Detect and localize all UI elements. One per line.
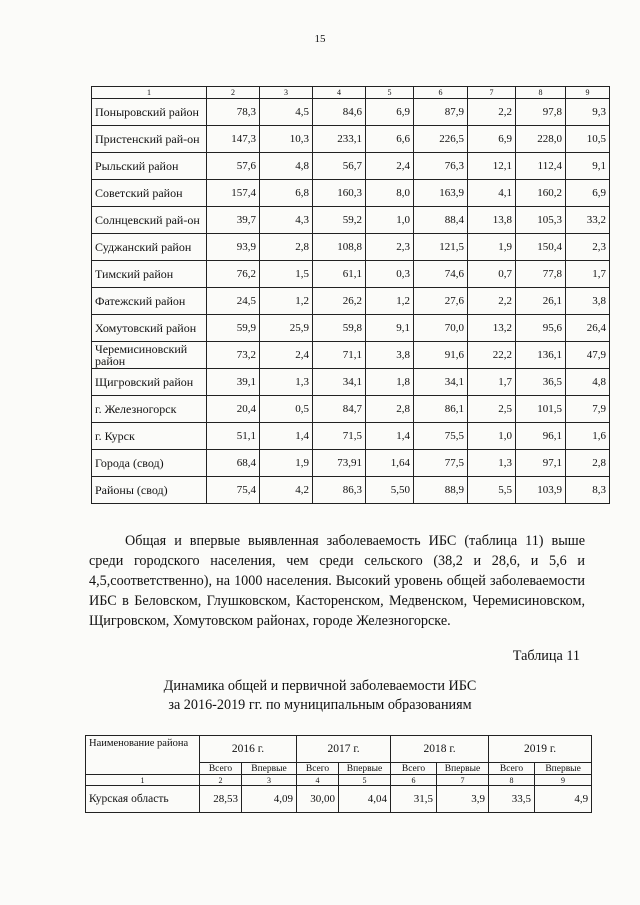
value-cell: 73,2 xyxy=(207,342,260,369)
value-cell: 4,1 xyxy=(468,180,516,207)
value-cell: 1,7 xyxy=(566,261,610,288)
value-cell: 8,3 xyxy=(566,477,610,504)
value-cell: 1,3 xyxy=(468,450,516,477)
column-index-cell: 5 xyxy=(339,775,391,786)
value-cell: 9,3 xyxy=(566,99,610,126)
value-cell: 1,2 xyxy=(260,288,313,315)
table-title-line-1: Динамика общей и первичной заболеваемости ИБС xyxy=(163,678,477,694)
value-cell: 2,8 xyxy=(366,396,414,423)
value-cell: 1,7 xyxy=(468,369,516,396)
table-row xyxy=(92,153,610,180)
value-cell: 56,7 xyxy=(313,153,366,180)
table-row xyxy=(92,234,610,261)
value-cell: 2,2 xyxy=(468,288,516,315)
value-cell: 2,3 xyxy=(366,234,414,261)
value-cell: 25,9 xyxy=(260,315,313,342)
subheader-total: Всего xyxy=(489,763,535,775)
column-index-cell: 3 xyxy=(260,87,313,99)
value-cell: 3,8 xyxy=(366,342,414,369)
column-index-cell: 7 xyxy=(437,775,489,786)
value-cell: 2,5 xyxy=(468,396,516,423)
value-cell: 13,2 xyxy=(468,315,516,342)
value-cell: 33,2 xyxy=(566,207,610,234)
value-cell: 150,4 xyxy=(516,234,566,261)
value-cell: 0,5 xyxy=(260,396,313,423)
value-cell: 59,8 xyxy=(313,315,366,342)
value-cell: 71,1 xyxy=(313,342,366,369)
column-index-cell: 1 xyxy=(92,87,207,99)
value-cell: 96,1 xyxy=(516,423,566,450)
value-cell: 88,4 xyxy=(414,207,468,234)
value-cell: 136,1 xyxy=(516,342,566,369)
value-cell: 97,1 xyxy=(516,450,566,477)
value-cell: 77,8 xyxy=(516,261,566,288)
value-cell: 84,6 xyxy=(313,99,366,126)
table-row xyxy=(92,261,610,288)
value-cell: 75,4 xyxy=(207,477,260,504)
table-label: Таблица 11 xyxy=(512,648,580,664)
value-cell: 233,1 xyxy=(313,126,366,153)
value-cell: 74,6 xyxy=(414,261,468,288)
district-name-cell: Курская область xyxy=(86,786,200,813)
value-cell: 3,9 xyxy=(437,786,489,813)
value-cell: 95,6 xyxy=(516,315,566,342)
column-index-row xyxy=(92,87,610,99)
value-cell: 5,5 xyxy=(468,477,516,504)
page-number: 15 xyxy=(314,33,326,45)
value-cell: 93,9 xyxy=(207,234,260,261)
value-cell: 73,91 xyxy=(313,450,366,477)
value-cell: 228,0 xyxy=(516,126,566,153)
value-cell: 4,2 xyxy=(260,477,313,504)
table-row xyxy=(92,477,610,504)
value-cell: 4,09 xyxy=(242,786,297,813)
value-cell: 39,7 xyxy=(207,207,260,234)
value-cell: 91,6 xyxy=(414,342,468,369)
value-cell: 77,5 xyxy=(414,450,468,477)
table-row xyxy=(92,396,610,423)
value-cell: 147,3 xyxy=(207,126,260,153)
value-cell: 71,5 xyxy=(313,423,366,450)
value-cell: 6,8 xyxy=(260,180,313,207)
column-index-cell: 9 xyxy=(566,87,610,99)
table-row xyxy=(92,180,610,207)
table-title xyxy=(0,677,640,715)
table-row xyxy=(92,342,610,369)
table-row xyxy=(86,786,592,813)
value-cell: 84,7 xyxy=(313,396,366,423)
column-index-cell: 5 xyxy=(366,87,414,99)
district-name-cell: Тимский район xyxy=(92,261,207,288)
value-cell: 1,5 xyxy=(260,261,313,288)
district-name-cell: Города (свод) xyxy=(92,450,207,477)
value-cell: 1,3 xyxy=(260,369,313,396)
value-cell: 26,1 xyxy=(516,288,566,315)
subheader-first: Впервые xyxy=(242,763,297,775)
district-name-cell: Черемисиновский район xyxy=(92,342,207,369)
value-cell: 2,3 xyxy=(566,234,610,261)
value-cell: 1,9 xyxy=(468,234,516,261)
value-cell: 86,1 xyxy=(414,396,468,423)
year-header-2016: 2016 г. xyxy=(200,736,297,763)
value-cell: 78,3 xyxy=(207,99,260,126)
column-index-cell: 8 xyxy=(489,775,535,786)
value-cell: 68,4 xyxy=(207,450,260,477)
value-cell: 160,3 xyxy=(313,180,366,207)
value-cell: 51,1 xyxy=(207,423,260,450)
value-cell: 59,2 xyxy=(313,207,366,234)
table-row xyxy=(92,99,610,126)
district-name-cell: Щигровский район xyxy=(92,369,207,396)
table-title-line-2: за 2016-2019 гг. по муниципальным образованиям xyxy=(168,697,472,713)
value-cell: 20,4 xyxy=(207,396,260,423)
value-cell: 34,1 xyxy=(414,369,468,396)
value-cell: 1,9 xyxy=(260,450,313,477)
value-cell: 6,9 xyxy=(566,180,610,207)
body-paragraph: Общая и впервые выявленная заболеваемость ИБС (таблица 11) выше среди городского населения, чем среди сельского (38,2 и 28,6, и 5,6 и 4,5,соответственно), на 1000 населения. Высокий уровень общей заболеваемости ИБС в Беловском, Глушковском, Касторенском, Медвенском, Черемисиновском, Щигровском, Хомутовском районах, городе Железногорске. xyxy=(89,533,585,629)
value-cell: 4,9 xyxy=(535,786,592,813)
value-cell: 61,1 xyxy=(313,261,366,288)
subheader-first: Впервые xyxy=(339,763,391,775)
value-cell: 1,4 xyxy=(260,423,313,450)
value-cell: 105,3 xyxy=(516,207,566,234)
column-index-cell: 6 xyxy=(391,775,437,786)
value-cell: 103,9 xyxy=(516,477,566,504)
value-cell: 9,1 xyxy=(566,153,610,180)
column-index-cell: 9 xyxy=(535,775,592,786)
value-cell: 31,5 xyxy=(391,786,437,813)
name-column-header: Наименование района xyxy=(86,736,200,775)
district-name-cell: Солнцевский рай-он xyxy=(92,207,207,234)
year-header-2019: 2019 г. xyxy=(489,736,592,763)
value-cell: 4,04 xyxy=(339,786,391,813)
value-cell: 4,8 xyxy=(260,153,313,180)
value-cell: 13,8 xyxy=(468,207,516,234)
value-cell: 112,4 xyxy=(516,153,566,180)
district-name-cell: Хомутовский район xyxy=(92,315,207,342)
value-cell: 34,1 xyxy=(313,369,366,396)
value-cell: 6,9 xyxy=(468,126,516,153)
value-cell: 121,5 xyxy=(414,234,468,261)
value-cell: 59,9 xyxy=(207,315,260,342)
column-index-cell: 3 xyxy=(242,775,297,786)
value-cell: 9,1 xyxy=(366,315,414,342)
value-cell: 4,8 xyxy=(566,369,610,396)
value-cell: 5,50 xyxy=(366,477,414,504)
year-header-row xyxy=(86,736,592,763)
value-cell: 2,4 xyxy=(366,153,414,180)
value-cell: 108,8 xyxy=(313,234,366,261)
district-name-cell: г. Железногорск xyxy=(92,396,207,423)
subheader-total: Всего xyxy=(200,763,242,775)
column-index-cell: 1 xyxy=(86,775,200,786)
value-cell: 75,5 xyxy=(414,423,468,450)
subheader-total: Всего xyxy=(297,763,339,775)
column-index-row xyxy=(86,775,592,786)
district-name-cell: Рыльский район xyxy=(92,153,207,180)
value-cell: 163,9 xyxy=(414,180,468,207)
year-header-2017: 2017 г. xyxy=(297,736,391,763)
value-cell: 7,9 xyxy=(566,396,610,423)
value-cell: 1,0 xyxy=(366,207,414,234)
value-cell: 12,1 xyxy=(468,153,516,180)
value-cell: 47,9 xyxy=(566,342,610,369)
value-cell: 1,6 xyxy=(566,423,610,450)
table-row xyxy=(92,315,610,342)
value-cell: 2,8 xyxy=(566,450,610,477)
district-name-cell: Районы (свод) xyxy=(92,477,207,504)
table-row xyxy=(92,288,610,315)
subheader-total: Всего xyxy=(391,763,437,775)
column-index-cell: 4 xyxy=(297,775,339,786)
table-row xyxy=(92,126,610,153)
district-name-cell: Советский район xyxy=(92,180,207,207)
value-cell: 39,1 xyxy=(207,369,260,396)
value-cell: 1,8 xyxy=(366,369,414,396)
value-cell: 10,3 xyxy=(260,126,313,153)
value-cell: 27,6 xyxy=(414,288,468,315)
column-index-cell: 4 xyxy=(313,87,366,99)
value-cell: 30,00 xyxy=(297,786,339,813)
subheader-first: Впервые xyxy=(535,763,592,775)
value-cell: 76,3 xyxy=(414,153,468,180)
ibs-dynamics-table xyxy=(85,735,592,813)
subheader-first: Впервые xyxy=(437,763,489,775)
value-cell: 76,2 xyxy=(207,261,260,288)
value-cell: 36,5 xyxy=(516,369,566,396)
table-row xyxy=(92,207,610,234)
value-cell: 26,2 xyxy=(313,288,366,315)
value-cell: 33,5 xyxy=(489,786,535,813)
value-cell: 22,2 xyxy=(468,342,516,369)
value-cell: 26,4 xyxy=(566,315,610,342)
value-cell: 1,4 xyxy=(366,423,414,450)
table-row xyxy=(92,450,610,477)
value-cell: 1,2 xyxy=(366,288,414,315)
value-cell: 1,0 xyxy=(468,423,516,450)
value-cell: 4,3 xyxy=(260,207,313,234)
column-index-cell: 8 xyxy=(516,87,566,99)
value-cell: 87,9 xyxy=(414,99,468,126)
value-cell: 88,9 xyxy=(414,477,468,504)
incidence-table-continued xyxy=(91,86,610,504)
value-cell: 226,5 xyxy=(414,126,468,153)
year-header-2018: 2018 г. xyxy=(391,736,489,763)
value-cell: 2,2 xyxy=(468,99,516,126)
column-index-cell: 6 xyxy=(414,87,468,99)
value-cell: 2,8 xyxy=(260,234,313,261)
district-name-cell: Пристенский рай-он xyxy=(92,126,207,153)
value-cell: 0,3 xyxy=(366,261,414,288)
value-cell: 28,53 xyxy=(200,786,242,813)
table-row xyxy=(92,423,610,450)
value-cell: 24,5 xyxy=(207,288,260,315)
district-name-cell: Поныровский район xyxy=(92,99,207,126)
value-cell: 2,4 xyxy=(260,342,313,369)
district-name-cell: Суджанский район xyxy=(92,234,207,261)
value-cell: 0,7 xyxy=(468,261,516,288)
column-index-cell: 2 xyxy=(207,87,260,99)
district-name-cell: Фатежский район xyxy=(92,288,207,315)
value-cell: 70,0 xyxy=(414,315,468,342)
value-cell: 10,5 xyxy=(566,126,610,153)
value-cell: 57,6 xyxy=(207,153,260,180)
column-index-cell: 2 xyxy=(200,775,242,786)
value-cell: 86,3 xyxy=(313,477,366,504)
district-name-cell: г. Курск xyxy=(92,423,207,450)
value-cell: 101,5 xyxy=(516,396,566,423)
table-row xyxy=(92,369,610,396)
value-cell: 157,4 xyxy=(207,180,260,207)
value-cell: 6,9 xyxy=(366,99,414,126)
value-cell: 3,8 xyxy=(566,288,610,315)
value-cell: 1,64 xyxy=(366,450,414,477)
value-cell: 160,2 xyxy=(516,180,566,207)
value-cell: 6,6 xyxy=(366,126,414,153)
column-index-cell: 7 xyxy=(468,87,516,99)
value-cell: 8,0 xyxy=(366,180,414,207)
value-cell: 4,5 xyxy=(260,99,313,126)
value-cell: 97,8 xyxy=(516,99,566,126)
